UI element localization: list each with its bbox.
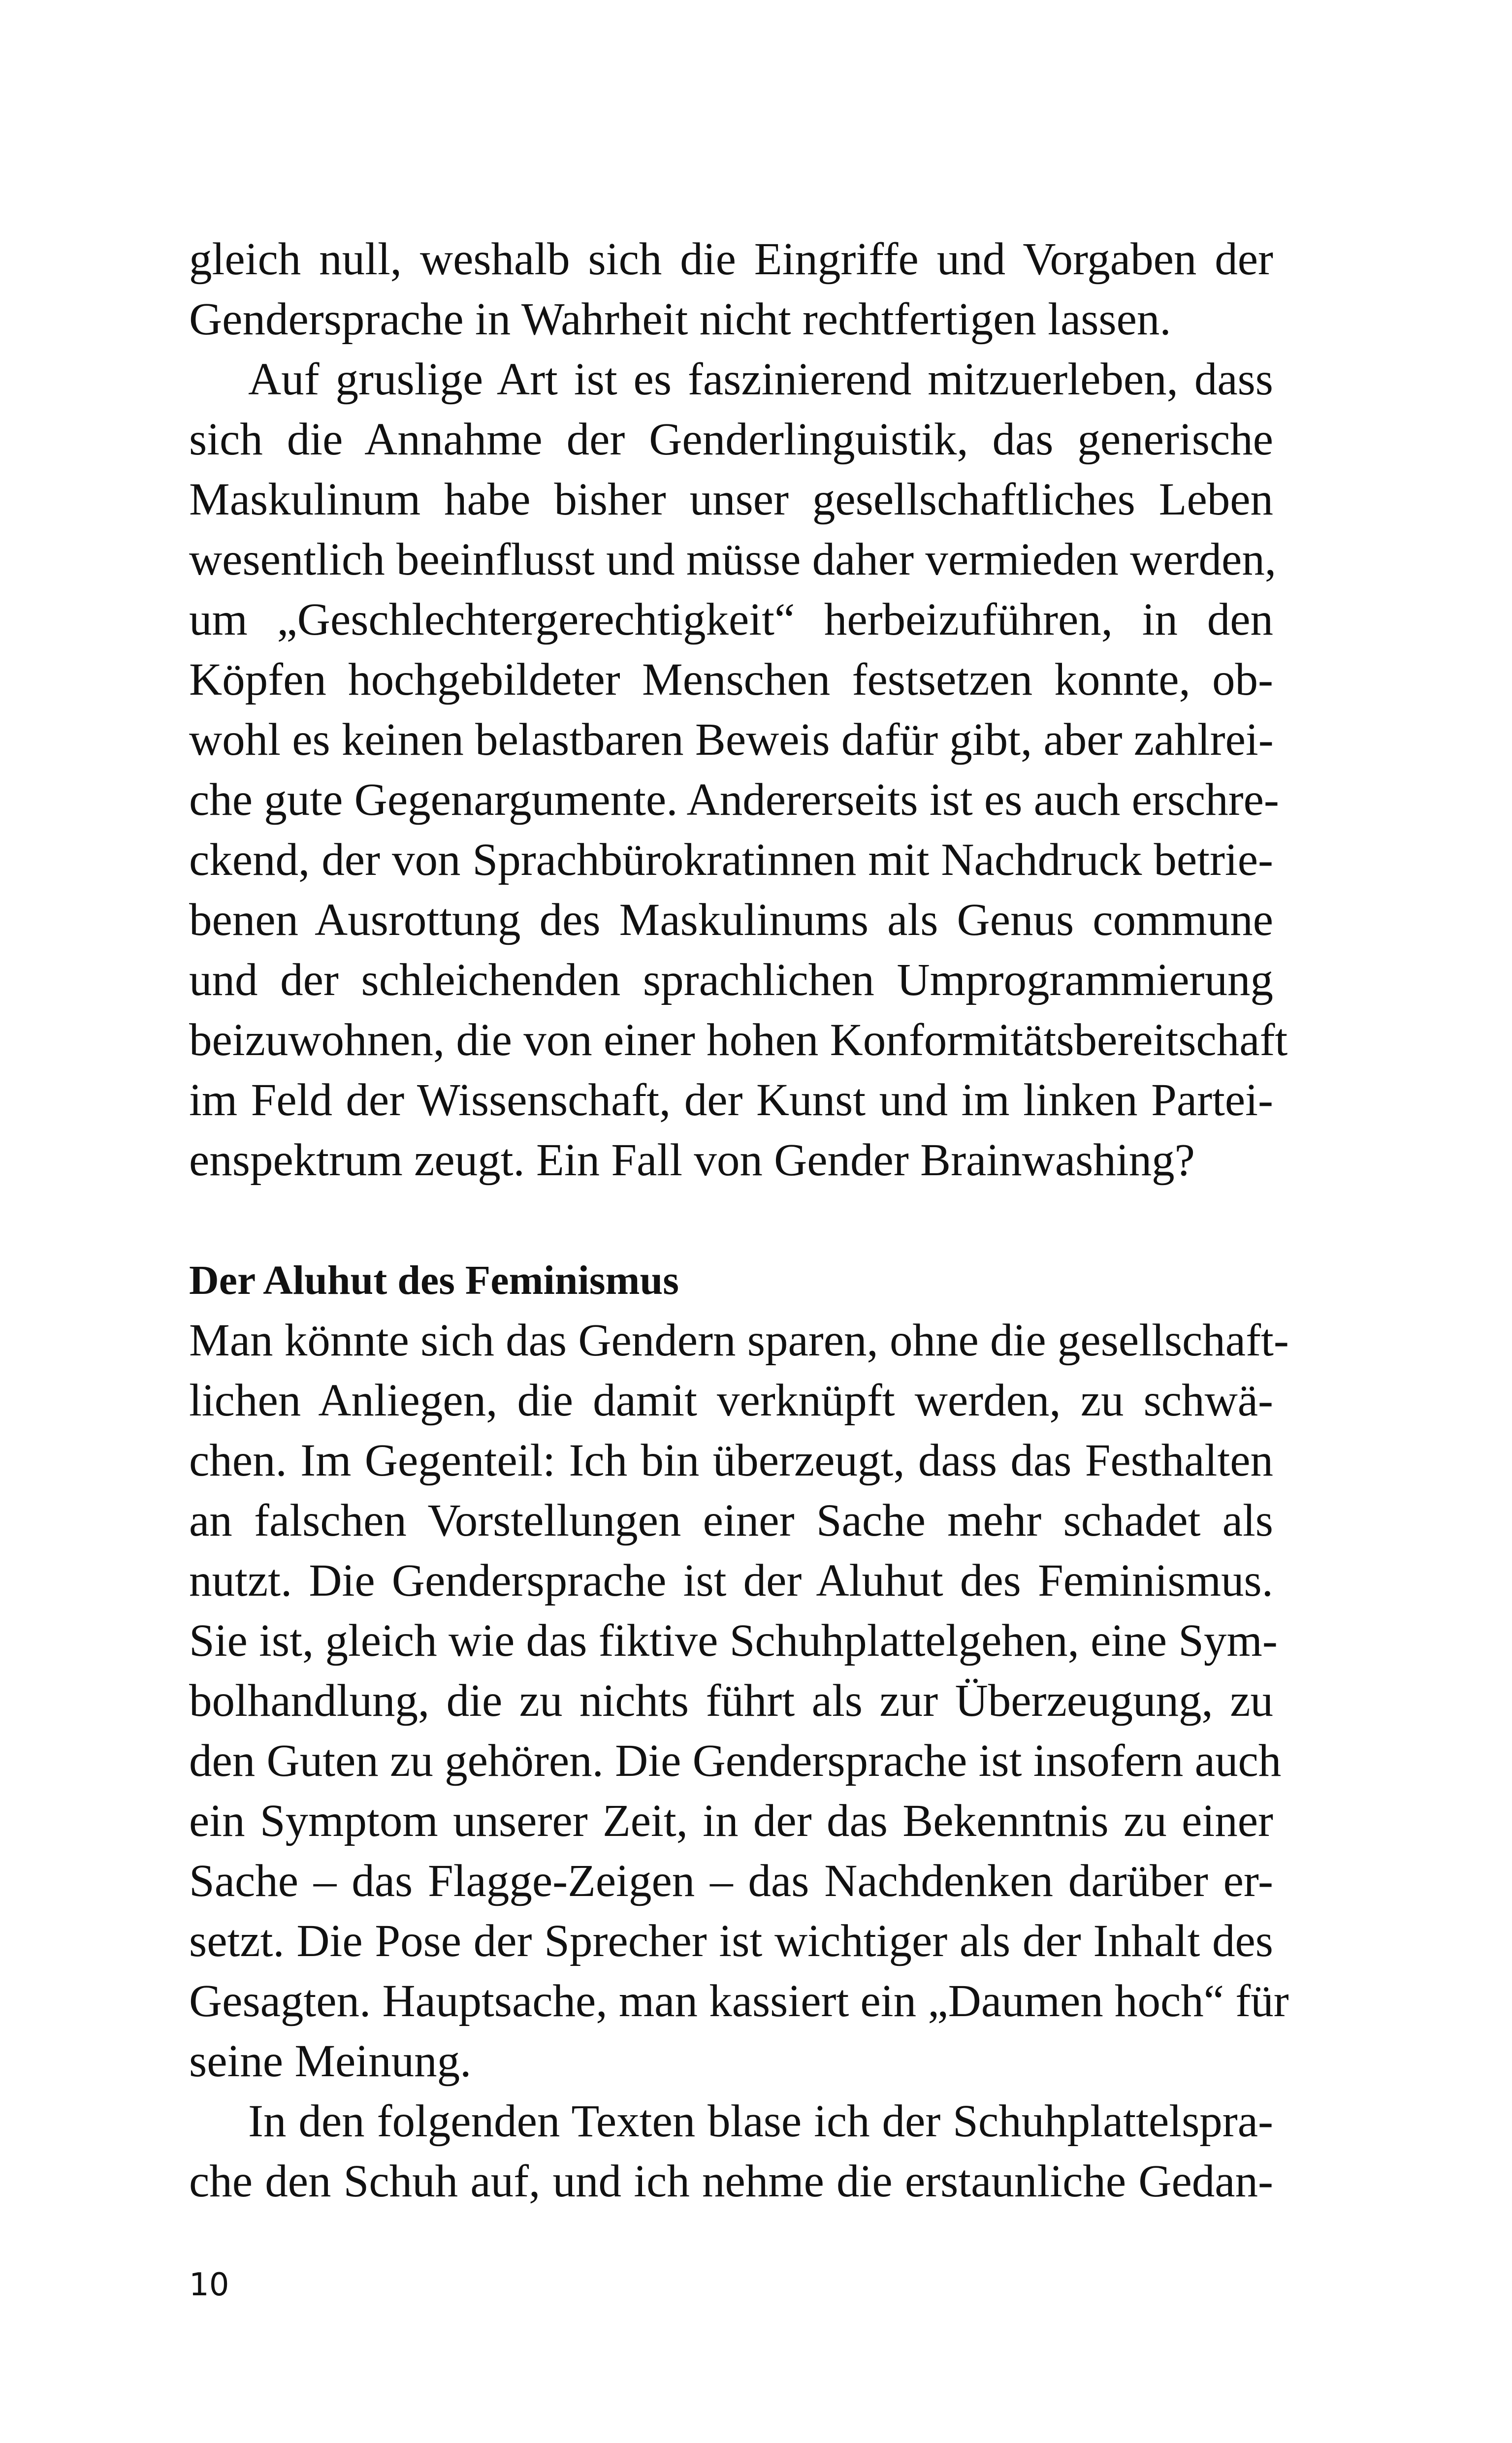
text-line: Maskulinum habe bisher unser gesellschaftliches Leben	[189, 474, 1273, 525]
text-line: bolhandlung, die zu nichts führt als zur Überzeugung, zu	[189, 1675, 1273, 1726]
text-line: Sache – das Flagge-Zeigen – das Nachdenken darüber er-	[189, 1856, 1273, 1906]
text-line: und der schleichenden sprachlichen Umprogrammierung	[189, 955, 1273, 1005]
text-line: seine Meinung.	[189, 2036, 472, 2087]
text-line: um „Geschlechtergerechtigkeit“ herbeizuführen, in den	[189, 594, 1273, 645]
text-line: Man könnte sich das Gendern sparen, ohne die gesellschaft-	[189, 1315, 1289, 1366]
text-line: Köpfen hochgebildeter Menschen festsetzen konnte, ob-	[189, 654, 1273, 705]
text-line: beizuwohnen, die von einer hohen Konformitätsbereitschaft	[189, 1015, 1288, 1065]
text-line: wohl es keinen belastbaren Beweis dafür gibt, aber zahlrei-	[189, 714, 1274, 765]
text-line: Gesagten. Hauptsache, man kassiert ein „Daumen hoch“ für	[189, 1976, 1289, 2026]
text-line: Auf gruslige Art ist es faszinierend mitzuerleben, dass	[248, 354, 1273, 405]
page-number: 10	[189, 2267, 229, 2303]
text-line: nutzt. Die Gendersprache ist der Aluhut des Feminismus.	[189, 1555, 1273, 1606]
text-line: lichen Anliegen, die damit verknüpft werden, zu schwä-	[189, 1375, 1273, 1426]
text-line: an falschen Vorstellungen einer Sache mehr schadet als	[189, 1495, 1273, 1546]
text-line: In den folgenden Texten blase ich der Schuhplattelspra-	[248, 2096, 1273, 2147]
text-line: benen Ausrottung des Maskulinums als Genus commune	[189, 895, 1273, 945]
section-heading: Der Aluhut des Feminismus	[189, 1257, 679, 1303]
text-line: ein Symptom unserer Zeit, in der das Bekenntnis zu einer	[189, 1796, 1273, 1846]
text-line: den Guten zu gehören. Die Gendersprache ist insofern auch	[189, 1736, 1282, 1786]
text-line: che den Schuh auf, und ich nehme die erstaunliche Gedan-	[189, 2156, 1273, 2207]
text-line: sich die Annahme der Genderlinguistik, das generische	[189, 414, 1273, 465]
text-line: setzt. Die Pose der Sprecher ist wichtiger als der Inhalt des	[189, 1916, 1273, 1966]
text-line: Gendersprache in Wahrheit nicht rechtfertigen lassen.	[189, 294, 1171, 345]
text-line: ckend, der von Sprachbürokratinnen mit Nachdruck betrie-	[189, 835, 1273, 885]
text-line: Sie ist, gleich wie das fiktive Schuhplattelgehen, eine Sym-	[189, 1615, 1278, 1666]
text-line: gleich null, weshalb sich die Eingriffe und Vorgaben der	[189, 234, 1273, 285]
text-line: wesentlich beeinflusst und müsse daher vermieden werden,	[189, 534, 1277, 585]
text-line: chen. Im Gegenteil: Ich bin überzeugt, dass das Festhalten	[189, 1435, 1273, 1486]
text-line: enspektrum zeugt. Ein Fall von Gender Brainwashing?	[189, 1135, 1195, 1186]
text-line: che gute Gegenargumente. Andererseits ist es auch erschre-	[189, 774, 1279, 825]
text-line: im Feld der Wissenschaft, der Kunst und im linken Partei-	[189, 1075, 1273, 1125]
